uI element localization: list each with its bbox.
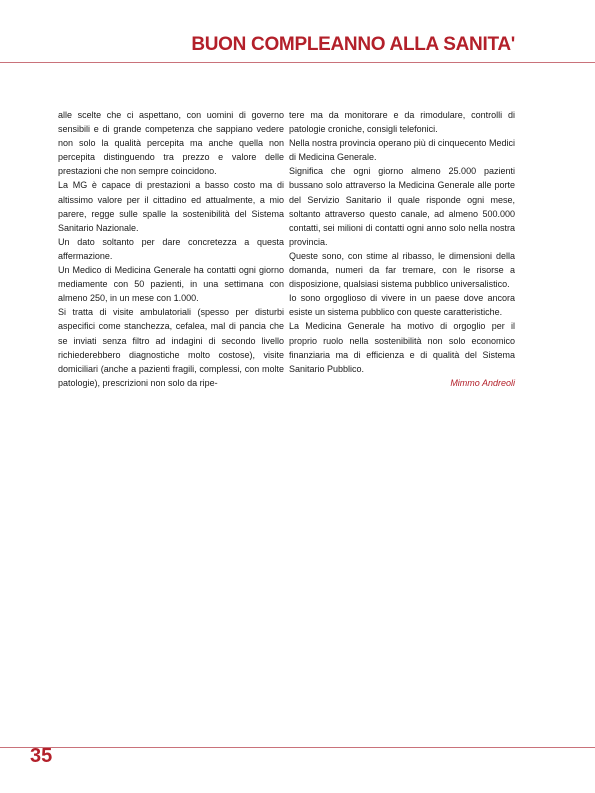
paragraph: Si tratta di visite ambulatoriali (spesso per disturbi aspecifici come stanchezza, cefalea, mal di pancia che se inviati senza filtro ad indagini di secondo livello richiederebbero diagnostiche molto costose), visite domiciliari (anche a pazienti fragili, complessi, con molte patologie), prescrizioni non solo da ripe- [58,307,284,388]
article-column-right [289,108,515,390]
paragraph: tere ma da monitorare e da rimodulare, controlli di patologie croniche, consigli telefonici. [289,110,515,135]
paragraph: Un Medico di Medicina Generale ha contatti ogni giorno mediamente con 50 pazienti, in una settimana con almeno 250, in un mese con 1.000. [58,265,284,304]
paragraph: La Medicina Generale ha motivo di orgoglio per il proprio ruolo nella sostenibilità non solo economico finanziaria ma di efficienza e di qualità del Sistema Sanitario Pubblico. [289,321,515,374]
footer-divider [0,747,595,748]
paragraph: Queste sono, con stime al ribasso, le dimensioni della domanda, numeri da far tremare, con le risorse a disposizione, qualsiasi sistema pubblico universalistico. [289,250,515,290]
page-number: 35 [30,745,53,767]
paragraph: alle scelte che ci aspettano, con uomini di governo sensibili e di grande competenza che sappiano vedere non solo la qualità percepita ma anche quella non percepita distinguendo tra prezzo e valore delle prestazioni che non sempre coincidono. [58,110,284,177]
paragraph: Io sono orgoglioso di vivere in un paese dove ancora esiste un sistema pubblico con queste caratteristiche. [289,293,515,318]
article-column-left [58,108,284,390]
paragraph: Significa che ogni giorno almeno 25.000 pazienti bussano solo attraverso la Medicina Generale alle porte del Servizio Sanitario il quale risponde ogni mese, soltanto attraverso questo canale, ad almeno 500.000 contatti, sei milioni di contatti ogni anno solo nella nostra provincia. [289,166,515,247]
page-header-title: BUON COMPLEANNO ALLA SANITA' [191,34,515,55]
paragraph: Nella nostra provincia operano più di cinquecento Medici di Medicina Generale. [289,138,515,163]
author-signature: Mimmo Andreoli [450,377,515,388]
paragraph: Un dato soltanto per dare concretezza a questa affermazione. [58,236,284,261]
paragraph: La MG è capace di prestazioni a basso costo ma di altissimo valore per il cittadino ed attualmente, a mio parere, regge sulle spalle la sostenibilità del Sistema Sanitario Nazionale. [58,180,284,233]
header-divider [0,62,595,63]
